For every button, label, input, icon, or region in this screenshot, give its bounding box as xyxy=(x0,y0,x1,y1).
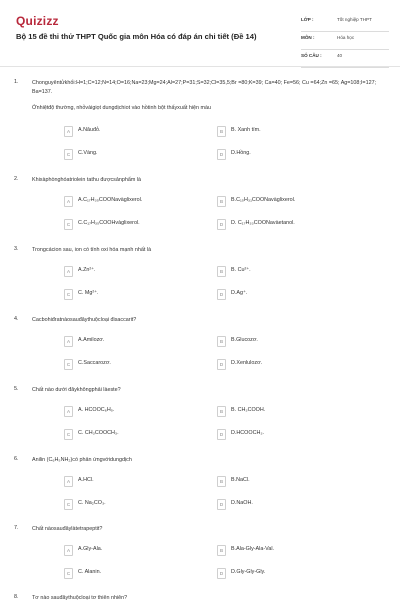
option-text: D.HCOOCH₃. xyxy=(231,430,265,436)
option-letter-badge: D xyxy=(217,289,226,300)
option-text: C.Vàng. xyxy=(78,150,98,156)
option-text: C. Alanin. xyxy=(78,569,102,575)
option-letter-badge: C xyxy=(64,219,73,230)
meta-value-class: Tốt nghiệp THPT xyxy=(337,17,372,22)
option-text: D.Hồng. xyxy=(231,150,251,156)
option-text: A.C₁₇H₃₅COONavàglixerol. xyxy=(78,197,143,203)
option-letter-badge: A xyxy=(64,406,73,417)
option-letter-badge: B xyxy=(217,266,226,277)
question-number: 1. xyxy=(14,79,19,85)
page-title: Bộ 15 đề thi thử THPT Quốc gia môn Hóa có đáp án chi tiết (Đề 14) xyxy=(16,32,257,41)
option-letter-badge: C xyxy=(64,568,73,579)
option-text: B.C₁₅H₃₁COONavàglixerol. xyxy=(231,197,296,203)
option-letter-badge: A xyxy=(64,266,73,277)
option-text: B.Ala-Gly-Ala-Val. xyxy=(231,546,275,552)
option-text: B. Cu²⁺. xyxy=(231,267,251,273)
question-number: 6. xyxy=(14,456,19,462)
question-number: 5. xyxy=(14,386,19,392)
question-text: Anilin (C₆H₅NH₂)có phản ứngvớidungdịch xyxy=(32,457,132,463)
option-letter-badge: B xyxy=(217,126,226,137)
meta-label-class: LỚP : xyxy=(301,17,314,22)
option-text: D.NaOH. xyxy=(231,500,253,506)
option-text: C. CH₃COOCH₃. xyxy=(78,430,119,436)
option-letter-badge: A xyxy=(64,336,73,347)
worksheet-meta xyxy=(301,14,389,68)
option-text: A.Gly-Ala. xyxy=(78,546,103,552)
option-text: B. Xanh tím. xyxy=(231,127,261,133)
option-text: D.Gly-Gly-Gly. xyxy=(231,569,266,575)
question-text: Cacbohiđratnàosauđâythuộcloại đisaccarit? xyxy=(32,317,137,323)
option-letter-badge: B xyxy=(217,336,226,347)
option-letter-badge: A xyxy=(64,476,73,487)
option-text: A.Amilozơ. xyxy=(78,337,105,343)
option-text: D.Xenlulozơ. xyxy=(231,360,263,366)
meta-row-class xyxy=(301,14,389,32)
option-letter-badge: A xyxy=(64,545,73,556)
question-text: Trongcácion sau, ion có tính oxi hóa mạnh nhất là xyxy=(32,247,152,253)
question-number: 8. xyxy=(14,594,19,600)
option-letter-badge: D xyxy=(217,499,226,510)
option-letter-badge: D xyxy=(217,359,226,370)
question-text: Khixàphònghóatriolein tathu đượcsảnphẩm là xyxy=(32,177,142,183)
worksheet-header xyxy=(0,0,400,67)
option-letter-badge: C xyxy=(64,429,73,440)
option-text: A.Nâuđỏ. xyxy=(78,127,101,133)
option-letter-badge: C xyxy=(64,149,73,160)
option-text: C. Na₂CO₃. xyxy=(78,500,106,506)
option-letter-badge: B xyxy=(217,476,226,487)
question-number: 2. xyxy=(14,176,19,182)
option-text: A. HCOOC₆H₅. xyxy=(78,407,115,413)
option-letter-badge: D xyxy=(217,219,226,230)
option-text: A.HCl. xyxy=(78,477,94,483)
option-letter-badge: D xyxy=(217,429,226,440)
option-letter-badge: C xyxy=(64,359,73,370)
quizizz-logo[interactable]: Quizizz xyxy=(16,14,59,28)
question-text-continued: Ởnhiệtđộ thường, nhỏvàigiọt dungdịchiot vào hồtinh bột thấyxuất hiện màu xyxy=(32,105,211,111)
option-letter-badge: A xyxy=(64,126,73,137)
option-letter-badge: D xyxy=(217,149,226,160)
question-text: Chonguyêntửkhối:H=1;C=12;N=14;O=16;Na=23;Mg=24;Al=27;P=31;S=32;Cl=35,5;Br =80;K=39; Ca=40; Fe=56; Cu =64;Zn =65; Ag=108;I=127; Ba=137. xyxy=(32,80,377,95)
meta-label-count: SỐ CÂU : xyxy=(301,53,322,58)
option-letter-badge: B xyxy=(217,406,226,417)
meta-row-subject xyxy=(301,32,389,50)
question-number: 7. xyxy=(14,525,19,531)
option-text: B.Glucozơ. xyxy=(231,337,258,343)
question-number: 3. xyxy=(14,246,19,252)
meta-row-count xyxy=(301,50,389,68)
question-text: Chất nào dưới đâykhôngphải làeste? xyxy=(32,387,121,393)
meta-value-count: 40 xyxy=(337,53,343,58)
option-text: A.Zn²⁺. xyxy=(78,267,96,273)
question-text: Tơ nào sauđâythuộcloại tơ thiên nhiên? xyxy=(32,595,128,601)
option-text: C.C₁₇H₃₅COOHvàglixerol. xyxy=(78,220,140,226)
option-text: C.Saccarozơ. xyxy=(78,360,111,366)
question-number: 4. xyxy=(14,316,19,322)
option-text: D. C₁₇H₃₃COONavàetanol. xyxy=(231,220,295,226)
meta-value-subject: Hóa học xyxy=(337,35,355,40)
question-text: Chất nàosauđâylàtetrapeptit? xyxy=(32,526,103,532)
option-text: C. Mg²⁺. xyxy=(78,290,99,296)
option-text: D.Ag⁺. xyxy=(231,290,248,296)
meta-label-subject: MÔN : xyxy=(301,35,315,40)
option-letter-badge: B xyxy=(217,545,226,556)
option-letter-badge: C xyxy=(64,499,73,510)
option-text: B.NaCl. xyxy=(231,477,250,483)
option-letter-badge: D xyxy=(217,568,226,579)
option-text: B. CH₃COOH. xyxy=(231,407,266,413)
option-letter-badge: B xyxy=(217,196,226,207)
option-letter-badge: A xyxy=(64,196,73,207)
option-letter-badge: C xyxy=(64,289,73,300)
